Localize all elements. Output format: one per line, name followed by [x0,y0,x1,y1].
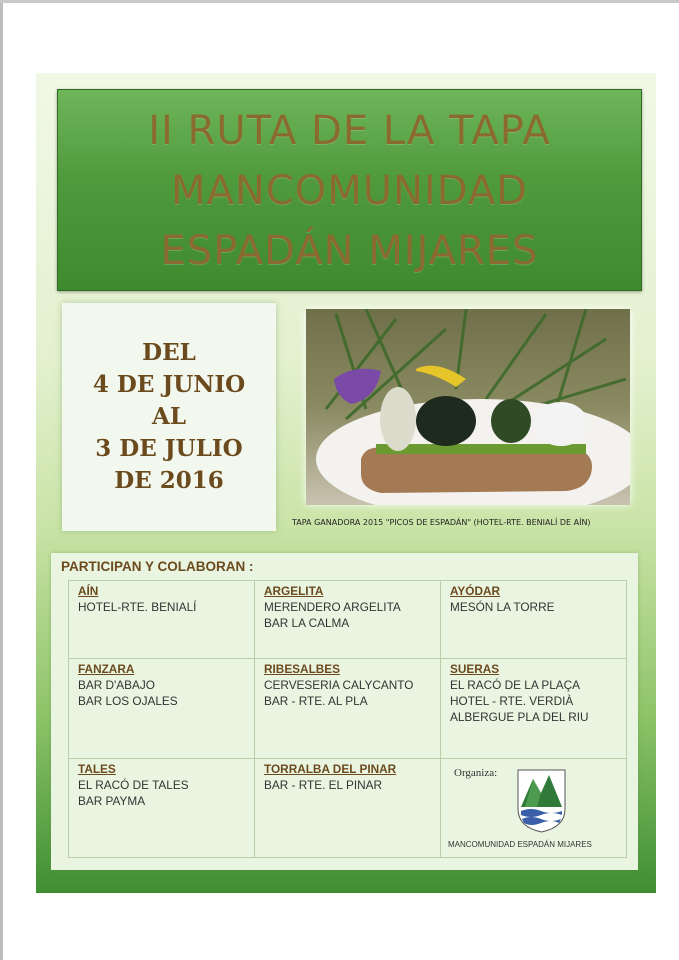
venue: BAR D'ABAJO [78,678,155,692]
town-cell-ain [68,580,255,659]
title-line-3: ESPADÁN MIJARES [160,228,539,274]
venue: CERVESERIA CALYCANTO [264,678,414,692]
title-line-1: II RUTA DE LA TAPA [148,108,551,154]
tapa-photo [306,309,630,505]
town-name: AÍN [78,584,99,598]
tapa-photo-illustration [306,309,630,505]
venue: MERENDERO ARGELITA [264,600,401,614]
town-cell-argelita [254,580,441,659]
date-line-2: 4 DE JUNIO [92,371,246,398]
title-line-2: MANCOMUNIDAD [171,168,528,214]
town-name: RIBESALBES [264,662,341,676]
date-line-5: DE 2016 [114,467,224,494]
town-cell-torralba [254,758,441,858]
venue: BAR - RTE. EL PINAR [264,778,382,792]
town-name: TALES [78,762,116,776]
mountains-shield-logo-icon [517,769,566,833]
organizer-label: Organiza: [454,767,498,779]
date-line-1: DEL [142,339,196,366]
date-panel [62,303,276,531]
town-cell-ayodar [440,580,627,659]
venue: HOTEL - RTE. VERDIÀ [450,694,574,708]
scan-edge-left [0,0,3,960]
venue: BAR PAYMA [78,794,146,808]
venue: HOTEL-RTE. BENIALÍ [78,600,197,614]
title-banner [57,89,642,291]
venue: BAR LA CALMA [264,616,350,630]
town-name: TORRALBA DEL PINAR [264,762,397,776]
participants-heading: PARTICIPAN Y COLABORAN : [61,559,254,574]
venue: BAR LOS OJALES [78,694,178,708]
date-line-4: 3 DE JULIO [95,435,243,462]
town-name: SUERAS [450,662,500,676]
town-cell-tales [68,758,255,858]
venue: MESÓN LA TORRE [450,600,555,614]
venue: EL RACÓ DE TALES [78,778,189,792]
town-name: FANZARA [78,662,135,676]
town-name: AYÓDAR [450,584,501,598]
town-cell-ribesalbes [254,658,441,759]
town-cell-fanzara [68,658,255,759]
venue: BAR - RTE. AL PLA [264,694,368,708]
town-cell-sueras [440,658,627,759]
scan-edge-top [0,0,679,3]
venue: EL RACÓ DE LA PLAÇA [450,678,581,692]
town-name: ARGELITA [264,584,324,598]
organizer-name: MANCOMUNIDAD ESPADÁN MIJARES [448,840,592,849]
date-line-3: AL [151,403,187,430]
photo-caption: TAPA GANADORA 2015 "PICOS DE ESPADÁN" (HOTEL-RTE. BENIALÍ DE AÍN) [292,518,591,527]
venue: ALBERGUE PLA DEL RIU [450,710,589,724]
